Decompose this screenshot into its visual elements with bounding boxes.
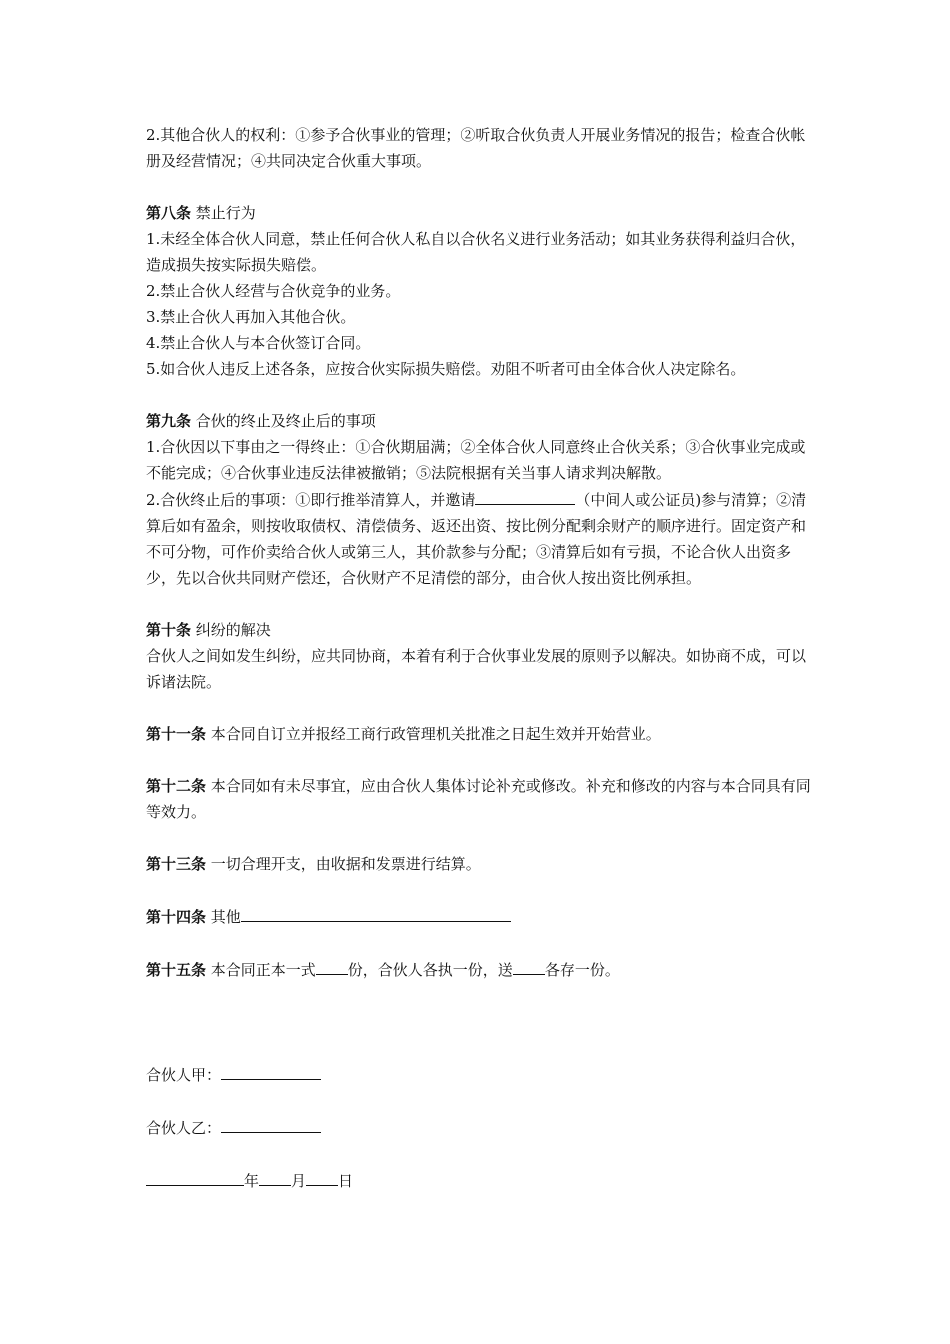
article-text: 本合同正本一式 bbox=[206, 961, 316, 979]
partner-b-signature bbox=[146, 1114, 811, 1141]
article-text: 份，合伙人各执一份，送 bbox=[347, 961, 513, 979]
article-text: 其他 bbox=[206, 908, 241, 926]
article-8-item: 5.如合伙人违反上述各条，应按合伙实际损失赔偿。劝阻不听者可由全体合伙人决定除名。 bbox=[146, 360, 746, 378]
month-blank bbox=[259, 1167, 291, 1186]
article-14 bbox=[146, 903, 811, 930]
copies-blank bbox=[316, 956, 348, 975]
year-blank bbox=[146, 1167, 244, 1186]
recipient-blank bbox=[513, 956, 545, 975]
article-9-heading bbox=[146, 408, 811, 434]
year-label: 年 bbox=[244, 1172, 260, 1190]
article-8-item: 3.禁止合伙人再加入其他合伙。 bbox=[146, 308, 356, 326]
article-number: 第十三条 bbox=[146, 855, 207, 873]
article-13 bbox=[146, 851, 811, 877]
mediator-blank bbox=[475, 486, 575, 505]
date-line bbox=[146, 1167, 811, 1194]
article-9-item-2 bbox=[146, 486, 811, 591]
article-9-item-1: 1.合伙因以下事由之一得终止：①合伙期届满；②全体合伙人同意终止合伙关系；③合伙事业完成或不能完成；④合伙事业违反法律被撤销；⑤法院根据有关当事人请求判决解散。 bbox=[146, 438, 806, 482]
article-number: 第十四条 bbox=[146, 908, 207, 926]
partner-a-label: 合伙人甲： bbox=[146, 1066, 222, 1084]
partner-a-signature bbox=[146, 1061, 811, 1088]
contract-body bbox=[146, 122, 811, 1194]
article-number: 第八条 bbox=[146, 204, 192, 222]
article-number: 第十二条 bbox=[146, 777, 207, 795]
article-number: 第十条 bbox=[146, 621, 192, 639]
article-9-item-2-text: 2.合伙终止后的事项：①即行推举清算人，并邀请 bbox=[146, 491, 476, 509]
partner-a-blank bbox=[221, 1061, 321, 1080]
article-text: 一切合理开支，由收据和发票进行结算。 bbox=[206, 855, 481, 873]
article-8-item: 2.禁止合伙人经营与合伙竞争的业务。 bbox=[146, 282, 401, 300]
article-title: 合伙的终止及终止后的事项 bbox=[191, 412, 376, 430]
article-10-heading bbox=[146, 617, 811, 643]
article-text: 本合同如有未尽事宜，应由合伙人集体讨论补充或修改。补充和修改的内容与本合同具有同等效力。 bbox=[146, 777, 811, 821]
article-number: 第十五条 bbox=[146, 961, 207, 979]
partner-b-blank bbox=[221, 1114, 321, 1133]
article-text: 本合同自订立并报经工商行政管理机关批准之日起生效并开始营业。 bbox=[206, 725, 661, 743]
article-12 bbox=[146, 773, 811, 825]
day-blank bbox=[306, 1167, 338, 1186]
article-11 bbox=[146, 721, 811, 747]
day-label: 日 bbox=[338, 1172, 354, 1190]
article-title: 纠纷的解决 bbox=[191, 621, 271, 639]
other-terms-blank bbox=[241, 903, 511, 922]
article-10-body: 合伙人之间如发生纠纷，应共同协商，本着有利于合伙事业发展的原则予以解决。如协商不成，可以诉诸法院。 bbox=[146, 647, 807, 691]
article-8-item: 4.禁止合伙人与本合伙签订合同。 bbox=[146, 334, 371, 352]
article-title: 禁止行为 bbox=[191, 204, 256, 222]
article-8-item: 1.未经全体合伙人同意，禁止任何合伙人私自以合伙名义进行业务活动；如其业务获得利益归合伙，造成损失按实际损失赔偿。 bbox=[146, 230, 806, 274]
article-9-item-2-text-cont: （中间人或公证员)参与清算；②清算后如有盈余，则按收取债权、清偿债务、返还出资、按比例分配剩余财产的顺序进行。固定资产和不可分物，可作价卖给合伙人或第三人，其价款参与分配；③清算后如有亏损，不论合伙人出资多少，先以合伙共同财产偿还，合伙财产不足清偿的部分，由合伙人按出资比例承担。 bbox=[146, 491, 807, 587]
partner-rights-paragraph: 2.其他合伙人的权利：①参予合伙事业的管理；②听取合伙负责人开展业务情况的报告；检查合伙帐册及经营情况；④共同决定合伙重大事项。 bbox=[146, 126, 806, 170]
partner-b-label: 合伙人乙： bbox=[146, 1119, 222, 1137]
month-label: 月 bbox=[291, 1172, 307, 1190]
article-15 bbox=[146, 956, 811, 983]
article-8-heading bbox=[146, 200, 811, 226]
article-text: 各存一份。 bbox=[544, 961, 620, 979]
article-number: 第九条 bbox=[146, 412, 192, 430]
article-number: 第十一条 bbox=[146, 725, 207, 743]
